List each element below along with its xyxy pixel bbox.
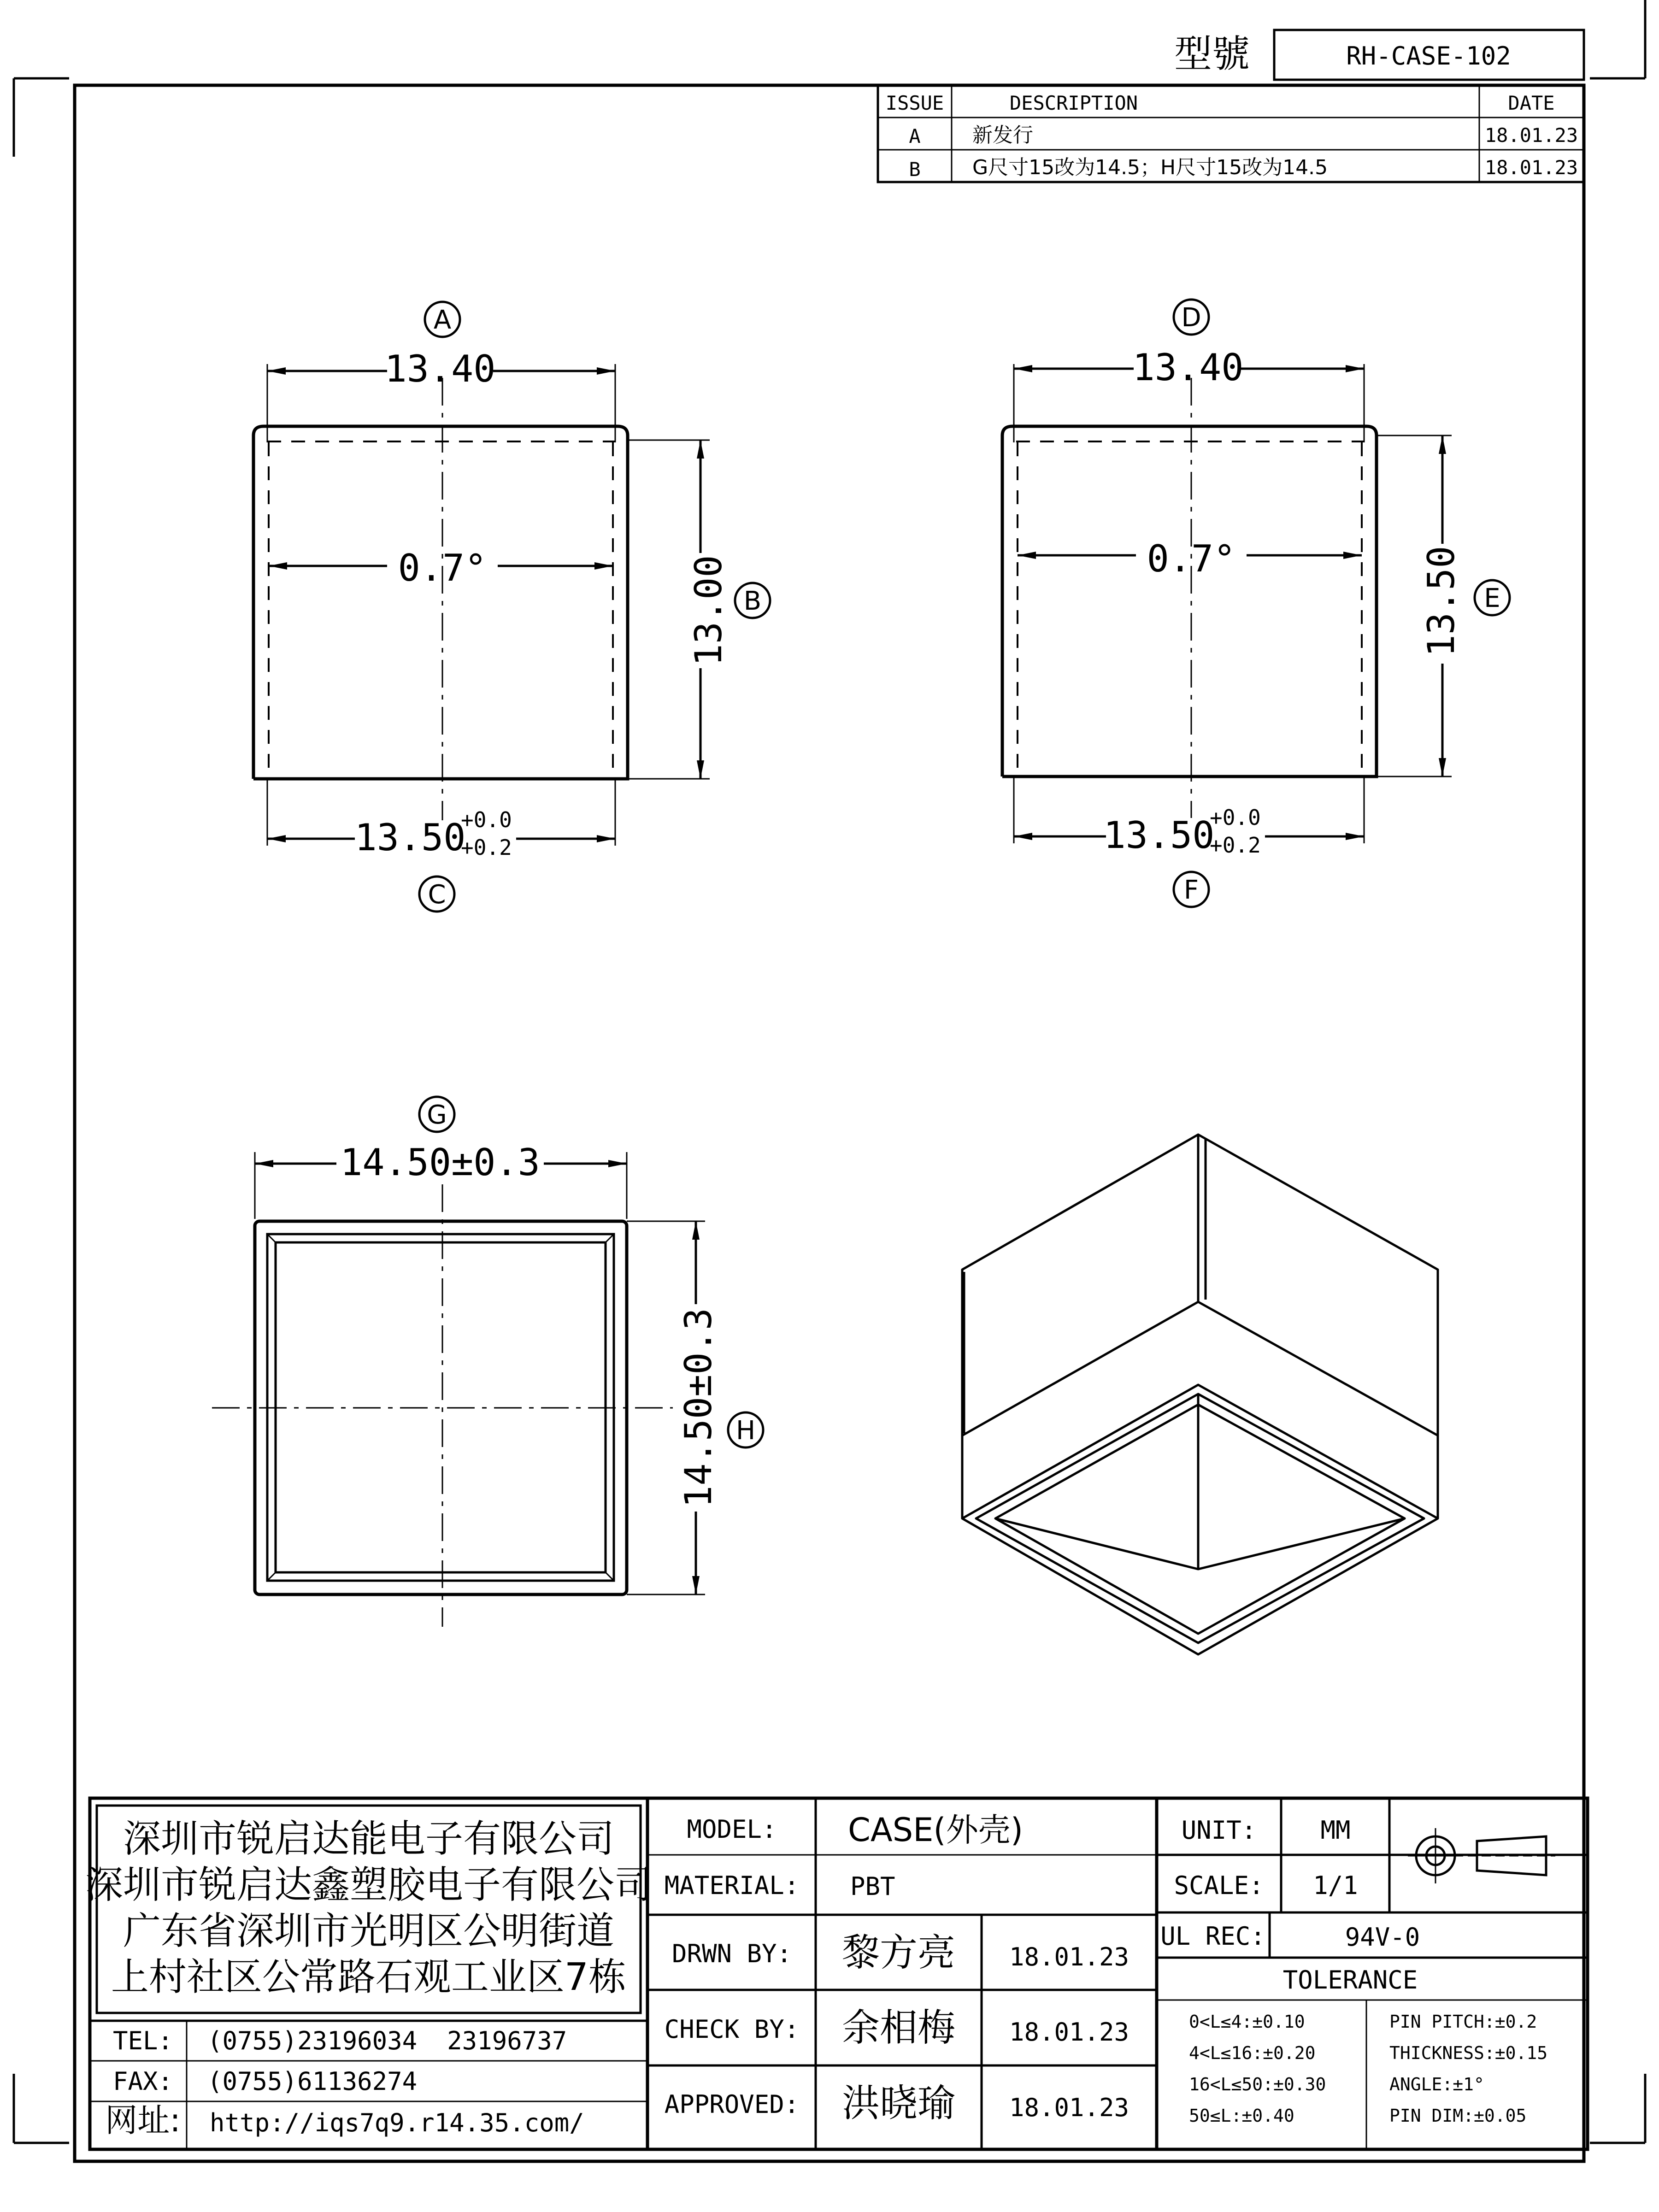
tolerance-left-3: 16<L≤50:±0.30 xyxy=(1189,2074,1326,2094)
dim-c-tol-lower: +0.2 xyxy=(461,835,512,860)
model-field-label: MODEL: xyxy=(687,1815,777,1844)
unit-label: UNIT: xyxy=(1181,1816,1257,1845)
check-by-label: CHECK BY: xyxy=(664,2015,800,2044)
url-label: 网址: xyxy=(105,2101,181,2139)
rev-b-description: G尺寸15改为14.5；H尺寸15改为14.5 xyxy=(972,156,1328,179)
dim-f-tol-upper: +0.0 xyxy=(1210,805,1261,830)
tel-label: TEL: xyxy=(112,2026,173,2055)
dim-g-ref: G xyxy=(427,1100,447,1130)
dim-f-value: 13.50 xyxy=(1103,814,1215,857)
angle-2: 0.7° xyxy=(1147,537,1236,580)
dim-c-tol-upper: +0.0 xyxy=(461,807,512,832)
dim-f-tol-lower: +0.2 xyxy=(1210,833,1261,858)
dim-c-value: 13.50 xyxy=(354,816,466,859)
top-view xyxy=(212,1097,763,1627)
fax-label: FAX: xyxy=(112,2067,173,2096)
dim-g-value: 14.50±0.3 xyxy=(340,1141,540,1184)
model-number: RH-CASE-102 xyxy=(1346,41,1511,71)
model-header xyxy=(1174,30,1584,80)
tolerance-right-3: ANGLE:±1° xyxy=(1389,2074,1484,2094)
url-value: http://iqs7q9.r14.35.com/ xyxy=(210,2108,584,2137)
tolerance-left-2: 4<L≤16:±0.20 xyxy=(1189,2043,1316,2063)
rev-b-issue: B xyxy=(909,158,921,181)
approved-name: 洪晓瑜 xyxy=(841,2082,956,2125)
dim-f-ref: F xyxy=(1183,875,1199,905)
dim-e-value: 13.50 xyxy=(1420,546,1463,657)
tel-value: (0755)23196034 23196737 xyxy=(207,2026,567,2055)
tolerance-heading: TOLERANCE xyxy=(1282,1965,1418,1994)
scale-value: 1/1 xyxy=(1313,1871,1358,1900)
model-field-value: CASE(外壳) xyxy=(848,1811,1024,1849)
tolerance-left-4: 50≤L:±0.40 xyxy=(1189,2106,1294,2126)
rev-header-description: DESCRIPTION xyxy=(1009,92,1138,114)
dim-b-value: 13.00 xyxy=(687,555,730,666)
drawn-by-name: 黎方亮 xyxy=(841,1931,956,1975)
dim-e-ref: E xyxy=(1484,583,1500,613)
front-view-2 xyxy=(1002,300,1510,907)
approved-date: 18.01.23 xyxy=(1009,2093,1130,2122)
front-view-1 xyxy=(253,302,770,912)
dim-h-value: 14.50±0.3 xyxy=(677,1308,720,1508)
rev-header-issue: ISSUE xyxy=(885,92,944,114)
approved-label: APPROVED: xyxy=(664,2090,800,2119)
model-label: 型號 xyxy=(1174,32,1250,76)
unit-value: MM xyxy=(1320,1816,1351,1845)
rev-a-date: 18.01.23 xyxy=(1484,124,1578,147)
isometric-view xyxy=(962,1135,1438,1654)
angle-1: 0.7° xyxy=(398,547,487,589)
tolerance-right-2: THICKNESS:±0.15 xyxy=(1389,2043,1548,2063)
drawn-by-label: DRWN BY: xyxy=(671,1939,792,1968)
fax-value: (0755)61136274 xyxy=(207,2067,418,2096)
rev-a-description: 新发行 xyxy=(972,124,1033,147)
company-line-1: 深圳市锐启达能电子有限公司 xyxy=(123,1817,615,1861)
dim-a-value: 13.40 xyxy=(384,347,496,390)
check-by-date: 18.01.23 xyxy=(1009,2018,1130,2047)
dim-d-value: 13.40 xyxy=(1132,346,1244,389)
revision-table xyxy=(878,85,1584,182)
ul-rec-label: UL REC: xyxy=(1160,1922,1265,1951)
drawn-by-date: 18.01.23 xyxy=(1009,1942,1130,1971)
tolerance-right-4: PIN DIM:±0.05 xyxy=(1389,2106,1527,2126)
dim-h-ref: H xyxy=(735,1416,756,1446)
company-line-3: 广东省深圳市光明区公明街道 xyxy=(123,1909,615,1953)
rev-header-date: DATE xyxy=(1508,92,1555,114)
company-line-4: 上村社区公常路石观工业区7栋 xyxy=(111,1955,627,1999)
scale-label: SCALE: xyxy=(1174,1871,1264,1900)
dim-b-ref: B xyxy=(743,586,762,616)
ul-rec-value: 94V-0 xyxy=(1345,1923,1420,1952)
title-block xyxy=(85,1798,1588,2149)
rev-b-date: 18.01.23 xyxy=(1484,156,1578,179)
tolerance-left-1: 0<L≤4:±0.10 xyxy=(1189,2012,1305,2032)
check-by-name: 余相梅 xyxy=(841,2006,956,2050)
dim-a-ref: A xyxy=(433,305,452,335)
company-line-2: 深圳市锐启达鑫塑胶电子有限公司 xyxy=(85,1863,653,1907)
tolerance-right-1: PIN PITCH:±0.2 xyxy=(1389,2012,1537,2032)
material-field-value: PBT xyxy=(850,1872,895,1901)
material-field-label: MATERIAL: xyxy=(664,1871,800,1900)
rev-a-issue: A xyxy=(909,125,921,147)
dim-d-ref: D xyxy=(1181,303,1201,333)
dim-c-ref: C xyxy=(428,880,446,910)
